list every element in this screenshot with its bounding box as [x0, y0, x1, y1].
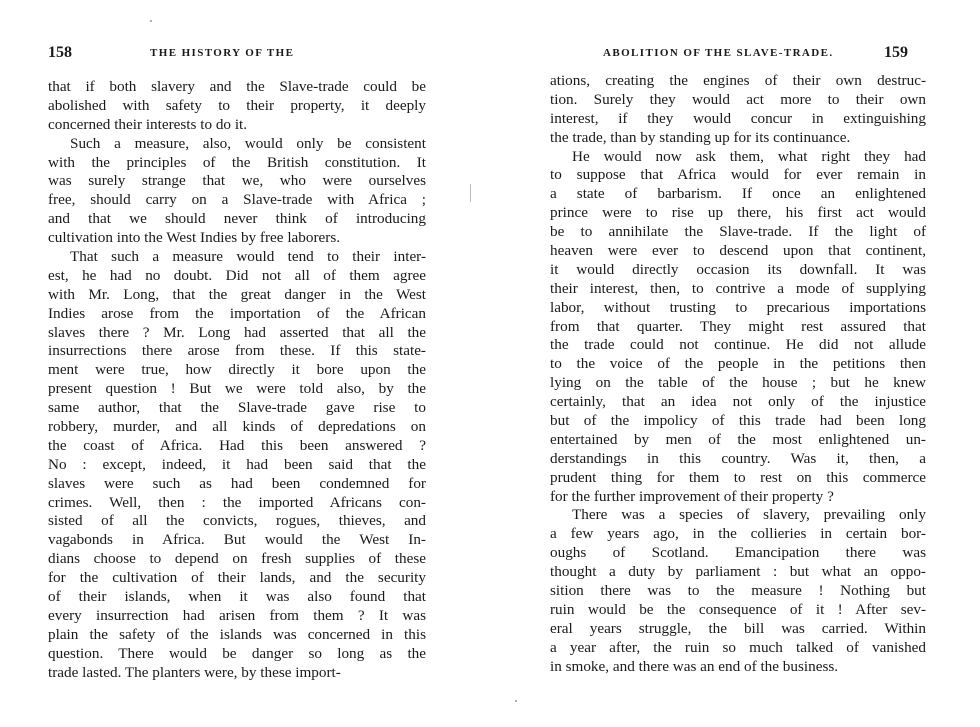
- text-line: with the principles of the British constitution. It: [48, 153, 426, 171]
- text-line: Indies arose from the importation of the African: [48, 304, 426, 322]
- text-line: He would now ask them, what right they had: [572, 147, 926, 165]
- text-line: slaves were such as had been condemned for: [48, 474, 426, 492]
- text-line: every insurrection had arisen from them ? It was: [48, 606, 426, 624]
- text-line: est, he had no doubt. Did not all of them agree: [48, 266, 426, 284]
- text-line: for the further improvement of their property ?: [550, 487, 834, 505]
- right-running-title: ABOLITION OF THE SLAVE-TRADE.: [603, 47, 834, 59]
- text-line: trade lasted. The planters were, by these import-: [48, 663, 341, 681]
- text-line: a few years ago, in the collieries in certain bor-: [550, 525, 926, 543]
- text-line: plain the safety of the islands was concerned in this: [48, 625, 426, 643]
- text-line: lying on the table of the house ; but he knew: [550, 374, 926, 392]
- text-line: it would directly occasion its downfall. It was: [550, 260, 926, 278]
- text-line: There was a species of slavery, prevailing only: [572, 506, 926, 524]
- text-line: prince were to rise up there, his first act would: [550, 204, 926, 222]
- text-line: That such a measure would tend to their inter-: [70, 248, 426, 266]
- text-line: be to annihilate the Slave-trade. If the light of: [550, 223, 926, 241]
- text-line: robbery, murder, and all kinds of depredations on: [48, 418, 426, 436]
- scan-speck: [150, 20, 152, 22]
- text-line: their interest, then, to contrive a mode of supplying: [550, 279, 926, 297]
- text-line: eral years struggle, the bill was carried. Within: [550, 619, 926, 637]
- text-line: in smoke, and there was an end of the business.: [550, 657, 839, 675]
- text-line: sisted of all the convicts, rogues, thieves, and: [48, 512, 426, 530]
- text-line: sition there was to the measure ! Nothing but: [550, 582, 926, 600]
- text-line: to the voice of the people in the petitions then: [550, 355, 926, 373]
- text-line: from that quarter. They might rest assured that: [550, 317, 926, 335]
- text-line: the trade could not continue. He did not allude: [550, 336, 926, 354]
- text-line: prudent thing for them to rest on this commerce: [550, 468, 926, 486]
- text-line: for the cultivation of their lands, and the security: [48, 569, 426, 587]
- text-line: certainly, that an idea not only of the injustice: [550, 393, 926, 411]
- text-line: to suppose that Africa would for ever remain in: [550, 166, 926, 184]
- text-line: ment were true, how directly it bore upon the: [48, 361, 426, 379]
- text-line: ations, creating the engines of their own destruc-: [550, 72, 926, 89]
- text-line: vagabonds in Africa. But would the West In-: [48, 531, 426, 549]
- text-line: was surely strange that we, who were ourselves: [48, 172, 426, 190]
- text-line: derstandings in this country. Was it, then, a: [550, 449, 926, 467]
- text-line: heaven were ever to descend upon that continent,: [550, 242, 926, 260]
- text-line: same author, that the Slave-trade gave rise to: [48, 399, 426, 417]
- gutter-mark: [470, 184, 471, 202]
- text-line: oughs of Scotland. Emancipation there was: [550, 544, 926, 562]
- text-line: labor, without trusting to precarious importations: [550, 298, 926, 316]
- text-line: the coast of Africa. Had this been answered ?: [48, 436, 426, 454]
- text-line: dians choose to depend on fresh supplies of these: [48, 550, 426, 568]
- text-line: crimes. Well, then : the imported Africans con-: [48, 493, 426, 511]
- text-line: interest, if they would concur in extinguishing: [550, 109, 926, 127]
- text-line: free, should carry on a Slave-trade with Africa ;: [48, 191, 426, 209]
- text-line: thought a duty by parliament : but what an oppo-: [550, 563, 926, 581]
- right-page: [490, 0, 980, 727]
- left-page-body: [48, 78, 426, 683]
- text-line: cultivation into the West Indies by free laborers.: [48, 229, 341, 247]
- text-line: with Mr. Long, that the great danger in the West: [48, 285, 426, 303]
- text-line: and that we should never think of introducing: [48, 210, 426, 228]
- text-line: insurrections there arose from these. If this state-: [48, 342, 426, 360]
- text-line: entertained by men of the most enlightened un-: [550, 430, 926, 448]
- text-line: question. There would be danger so long as the: [48, 644, 426, 662]
- text-line: tion. Surely they would act more to their own: [550, 90, 926, 108]
- left-page-number: 158: [48, 44, 72, 61]
- right-page-body: [550, 72, 926, 677]
- text-line: the trade, than by standing up for its continuance.: [550, 128, 851, 146]
- scan-speck: [515, 700, 517, 702]
- text-line: slaves there ? Mr. Long had asserted that all the: [48, 323, 426, 341]
- text-line: of their islands, when it was also found that: [48, 588, 426, 606]
- text-line: that if both slavery and the Slave-trade could be: [48, 78, 426, 95]
- text-line: present question ! But we were told also, by the: [48, 380, 426, 398]
- left-running-title: THE HISTORY OF THE: [150, 47, 295, 59]
- text-line: a year after, the ruin so much talked of vanished: [550, 638, 926, 656]
- text-line: Such a measure, also, would only be consistent: [70, 134, 426, 152]
- text-line: a state of barbarism. If once an enlightened: [550, 185, 926, 203]
- text-line: abolished with safety to their property, it deeply: [48, 96, 426, 114]
- text-line: ruin would be the consequence of it ! After sev-: [550, 600, 926, 618]
- text-line: but of the impolicy of this trade had been long: [550, 412, 926, 430]
- text-line: No : except, indeed, it had been said that the: [48, 455, 426, 473]
- text-line: concerned their interests to do it.: [48, 115, 248, 133]
- right-page-number: 159: [884, 44, 908, 61]
